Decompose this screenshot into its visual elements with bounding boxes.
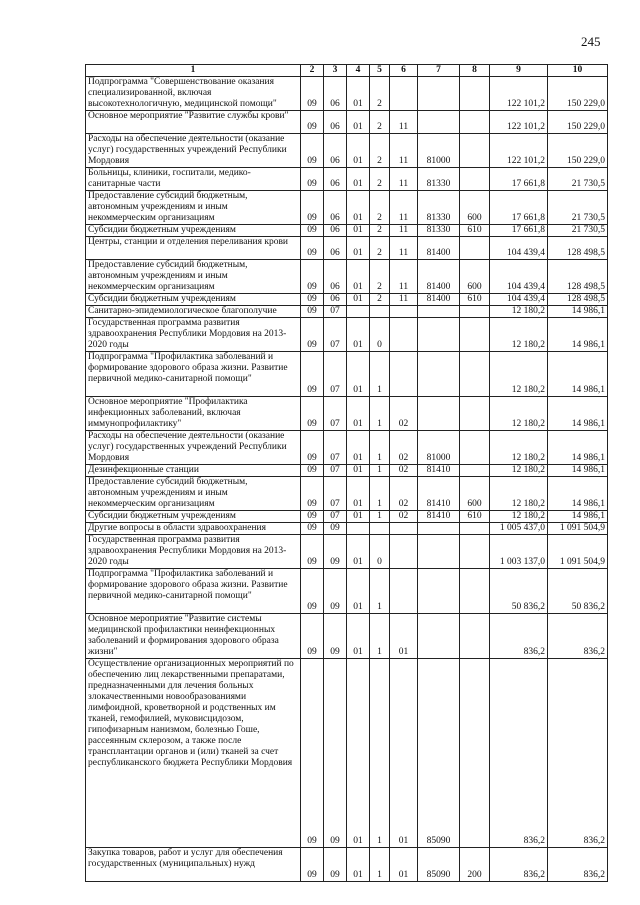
code-expense-type: 600 [460,191,490,225]
code-program: 01 [347,477,370,511]
code-program: 01 [347,659,370,848]
code-subsection: 07 [324,352,347,397]
code-chapter: 09 [301,465,324,477]
table-row [86,77,608,111]
table-row [86,111,608,134]
code-chapter: 09 [301,111,324,134]
row-name: Подпрограмма "Профилактика заболеваний и формирование здорового образа жизни. Развитие первичной медико-санитарной помощи" [86,352,301,397]
table-row [86,191,608,225]
amount-2019: 836,2 [490,614,548,659]
code-subsection: 07 [324,431,347,465]
amount-2020: 836,2 [548,614,608,659]
code-expense-type [460,431,490,465]
code-chapter: 09 [301,260,324,294]
code-program: 01 [347,77,370,111]
code-subprogram: 1 [370,848,390,882]
code-activity: 02 [390,465,418,477]
amount-2020: 14 986,1 [548,397,608,431]
code-activity [390,318,418,352]
row-name: Расходы на обеспечение деятельности (оказание услуг) государственных учреждений Республики Мордовия [86,134,301,168]
table-row [86,237,608,260]
amount-2019: 12 180,2 [490,465,548,477]
code-chapter: 09 [301,614,324,659]
code-program: 01 [347,511,370,523]
code-program [347,523,370,535]
amount-2020: 14 986,1 [548,431,608,465]
code-chapter: 09 [301,431,324,465]
amount-2020: 21 730,5 [548,191,608,225]
code-direction [418,397,460,431]
table-row [86,168,608,191]
code-direction [418,569,460,614]
code-chapter: 09 [301,318,324,352]
code-subprogram: 2 [370,237,390,260]
code-subsection: 06 [324,134,347,168]
column-header: 5 [370,65,390,77]
code-expense-type [460,659,490,848]
code-program [347,306,370,318]
amount-2020: 21 730,5 [548,168,608,191]
code-expense-type: 610 [460,294,490,306]
table-row [86,569,608,614]
table-row [86,294,608,306]
row-name: Закупка товаров, работ и услуг для обеспечения государственных (муниципальных) нужд [86,848,301,882]
code-subsection: 07 [324,511,347,523]
code-activity [390,352,418,397]
code-program: 01 [347,431,370,465]
code-direction [418,111,460,134]
code-program: 01 [347,318,370,352]
code-chapter: 09 [301,397,324,431]
column-header: 1 [86,65,301,77]
amount-2020: 14 986,1 [548,511,608,523]
column-header: 3 [324,65,347,77]
code-subsection: 06 [324,77,347,111]
code-subsection: 06 [324,294,347,306]
row-name: Основное мероприятие "Развитие службы крови" [86,111,301,134]
code-expense-type: 610 [460,511,490,523]
row-name: Дезинфекционные станции [86,465,301,477]
amount-2019: 104 439,4 [490,260,548,294]
code-subprogram: 2 [370,134,390,168]
code-expense-type [460,237,490,260]
code-expense-type [460,77,490,111]
amount-2020: 836,2 [548,659,608,848]
code-subsection: 06 [324,225,347,237]
code-subsection: 09 [324,659,347,848]
code-activity: 11 [390,191,418,225]
amount-2020: 150 229,0 [548,111,608,134]
table-header-row [86,65,608,77]
amount-2020: 14 986,1 [548,318,608,352]
code-expense-type: 600 [460,260,490,294]
table-row [86,535,608,569]
code-subprogram: 2 [370,77,390,111]
code-direction [418,318,460,352]
code-chapter: 09 [301,477,324,511]
code-subsection: 07 [324,477,347,511]
code-subprogram: 2 [370,191,390,225]
code-activity: 11 [390,260,418,294]
code-expense-type [460,465,490,477]
code-direction [418,352,460,397]
code-chapter: 09 [301,848,324,882]
code-activity: 02 [390,511,418,523]
code-subprogram [370,523,390,535]
table-row [86,465,608,477]
code-expense-type [460,134,490,168]
code-expense-type [460,168,490,191]
code-subsection: 09 [324,523,347,535]
code-subsection: 06 [324,168,347,191]
code-chapter: 09 [301,237,324,260]
code-expense-type: 610 [460,225,490,237]
code-subsection: 09 [324,848,347,882]
code-program: 01 [347,465,370,477]
code-chapter: 09 [301,511,324,523]
row-name: Санитарно-эпидемиологическое благополучие [86,306,301,318]
table-row [86,260,608,294]
code-activity: 11 [390,111,418,134]
code-subprogram: 2 [370,225,390,237]
code-activity: 01 [390,614,418,659]
amount-2020: 150 229,0 [548,134,608,168]
amount-2020: 128 498,5 [548,294,608,306]
amount-2019: 12 180,2 [490,477,548,511]
code-program: 01 [347,260,370,294]
code-activity: 11 [390,237,418,260]
code-program: 01 [347,614,370,659]
code-subprogram: 1 [370,352,390,397]
column-header: 10 [548,65,608,77]
code-activity: 01 [390,659,418,848]
code-direction: 81330 [418,168,460,191]
amount-2020: 836,2 [548,848,608,882]
code-expense-type [460,111,490,134]
amount-2019: 12 180,2 [490,397,548,431]
code-subprogram: 2 [370,111,390,134]
code-subsection: 09 [324,535,347,569]
row-name: Осуществление организационных мероприятий по обеспечению лиц лекарственными препаратами, предназначенными для лечения больных злокачественными новообразованиями лимфоидной, кроветворной и родственных им тканей, гемофилией, муковисцидозом, гипофизарным нанизмом, болезнью Гоше, рассеянным склерозом, а также после трансплантации органов и (или) тканей за счет республиканского бюджета Республики Мордовия [86,659,301,848]
code-expense-type: 600 [460,477,490,511]
code-subsection: 09 [324,569,347,614]
code-expense-type [460,397,490,431]
code-direction: 81000 [418,134,460,168]
amount-2019: 17 661,8 [490,168,548,191]
code-chapter: 09 [301,168,324,191]
amount-2020: 128 498,5 [548,237,608,260]
code-direction [418,77,460,111]
amount-2019: 1 003 137,0 [490,535,548,569]
amount-2019: 104 439,4 [490,294,548,306]
amount-2019: 1 005 437,0 [490,523,548,535]
code-chapter: 09 [301,77,324,111]
code-program: 01 [347,397,370,431]
code-chapter: 09 [301,535,324,569]
code-subprogram: 1 [370,659,390,848]
code-subprogram: 1 [370,569,390,614]
table-row [86,225,608,237]
code-subprogram: 1 [370,614,390,659]
amount-2019: 122 101,2 [490,77,548,111]
code-subsection: 07 [324,465,347,477]
row-name: Субсидии бюджетным учреждениям [86,225,301,237]
code-chapter: 09 [301,225,324,237]
code-program: 01 [347,134,370,168]
row-name: Больницы, клиники, госпитали, медико-санитарные части [86,168,301,191]
table-row [86,397,608,431]
row-name: Основное мероприятие "Профилактика инфекционных заболеваний, включая иммунопрофилактику" [86,397,301,431]
page-number: 245 [581,34,601,49]
code-chapter: 09 [301,523,324,535]
code-activity: 11 [390,134,418,168]
code-subsection: 06 [324,111,347,134]
column-header: 2 [301,65,324,77]
code-program: 01 [347,237,370,260]
row-name: Предоставление субсидий бюджетным, автономным учреждениям и иным некоммерческим организациям [86,191,301,225]
code-direction: 81400 [418,260,460,294]
code-expense-type [460,535,490,569]
amount-2019: 122 101,2 [490,111,548,134]
code-activity: 02 [390,397,418,431]
column-header: 4 [347,65,370,77]
code-expense-type [460,318,490,352]
row-name: Субсидии бюджетным учреждениям [86,294,301,306]
code-subprogram: 2 [370,168,390,191]
row-name: Субсидии бюджетным учреждениям [86,511,301,523]
amount-2020: 14 986,1 [548,465,608,477]
code-activity: 11 [390,294,418,306]
code-direction: 81410 [418,465,460,477]
table-row [86,523,608,535]
code-chapter: 09 [301,191,324,225]
code-subsection: 06 [324,191,347,225]
table-body [86,65,608,882]
code-expense-type [460,523,490,535]
code-activity: 02 [390,431,418,465]
code-program: 01 [347,168,370,191]
code-activity: 01 [390,848,418,882]
amount-2020: 150 229,0 [548,77,608,111]
table-row [86,318,608,352]
code-chapter: 09 [301,306,324,318]
code-direction [418,614,460,659]
code-chapter: 09 [301,352,324,397]
code-subprogram: 0 [370,318,390,352]
table-row [86,431,608,465]
code-program: 01 [347,111,370,134]
amount-2020: 1 091 504,9 [548,535,608,569]
column-header: 8 [460,65,490,77]
code-expense-type [460,614,490,659]
column-header: 6 [390,65,418,77]
code-program: 01 [347,294,370,306]
column-header: 9 [490,65,548,77]
amount-2020: 1 091 504,9 [548,523,608,535]
amount-2019: 17 661,8 [490,225,548,237]
code-program: 01 [347,535,370,569]
amount-2020: 21 730,5 [548,225,608,237]
code-subsection: 09 [324,614,347,659]
code-expense-type: 200 [460,848,490,882]
code-subsection: 07 [324,306,347,318]
code-direction: 81000 [418,431,460,465]
table-row [86,511,608,523]
code-program: 01 [347,352,370,397]
amount-2019: 12 180,2 [490,318,548,352]
column-header: 7 [418,65,460,77]
code-activity [390,523,418,535]
row-name: Предоставление субсидий бюджетным, автономным учреждениям и иным некоммерческим организациям [86,477,301,511]
row-name: Центры, станции и отделения переливания крови [86,237,301,260]
code-activity [390,306,418,318]
code-subprogram: 1 [370,511,390,523]
table-row [86,306,608,318]
code-direction: 85090 [418,848,460,882]
code-subsection: 06 [324,260,347,294]
table-row [86,659,608,848]
code-program: 01 [347,569,370,614]
code-expense-type [460,569,490,614]
code-expense-type [460,352,490,397]
code-chapter: 09 [301,659,324,848]
amount-2019: 17 661,8 [490,191,548,225]
code-direction: 81410 [418,511,460,523]
code-activity: 11 [390,225,418,237]
table-row [86,848,608,882]
amount-2019: 836,2 [490,659,548,848]
code-activity [390,569,418,614]
code-subprogram [370,306,390,318]
code-subsection: 06 [324,237,347,260]
row-name: Подпрограмма "Профилактика заболеваний и формирование здорового образа жизни. Развитие первичной медико-санитарной помощи" [86,569,301,614]
amount-2020: 14 986,1 [548,352,608,397]
code-subprogram: 2 [370,294,390,306]
code-chapter: 09 [301,294,324,306]
code-subprogram: 2 [370,260,390,294]
code-chapter: 09 [301,569,324,614]
amount-2019: 836,2 [490,848,548,882]
budget-table [85,64,608,882]
code-activity [390,535,418,569]
code-direction: 81330 [418,225,460,237]
code-direction: 81410 [418,477,460,511]
code-activity [390,77,418,111]
amount-2019: 12 180,2 [490,352,548,397]
amount-2020: 50 836,2 [548,569,608,614]
code-program: 01 [347,225,370,237]
code-expense-type [460,306,490,318]
amount-2020: 14 986,1 [548,306,608,318]
code-subprogram: 0 [370,535,390,569]
row-name: Государственная программа развития здравоохранения Республики Мордовия на 2013-2020 годы [86,535,301,569]
code-program: 01 [347,848,370,882]
code-activity: 02 [390,477,418,511]
code-direction: 81400 [418,294,460,306]
table-row [86,614,608,659]
row-name: Подпрограмма "Совершенствование оказания специализированной, включая высокотехнологичную, медицинской помощи" [86,77,301,111]
code-direction: 81330 [418,191,460,225]
amount-2019: 12 180,2 [490,511,548,523]
amount-2019: 122 101,2 [490,134,548,168]
code-program: 01 [347,191,370,225]
amount-2020: 128 498,5 [548,260,608,294]
code-subsection: 07 [324,318,347,352]
code-subprogram: 1 [370,397,390,431]
table-row [86,477,608,511]
row-name: Предоставление субсидий бюджетным, автономным учреждениям и иным некоммерческим организациям [86,260,301,294]
amount-2019: 12 180,2 [490,306,548,318]
amount-2020: 14 986,1 [548,477,608,511]
code-subprogram: 1 [370,465,390,477]
table-row [86,134,608,168]
code-direction: 81400 [418,237,460,260]
row-name: Государственная программа развития здравоохранения Республики Мордовия на 2013-2020 годы [86,318,301,352]
code-direction [418,306,460,318]
code-activity: 11 [390,168,418,191]
row-name: Расходы на обеспечение деятельности (оказание услуг) государственных учреждений Республики Мордовия [86,431,301,465]
row-name: Другие вопросы в области здравоохранения [86,523,301,535]
code-subprogram: 1 [370,431,390,465]
code-direction [418,535,460,569]
amount-2019: 12 180,2 [490,431,548,465]
code-direction: 85090 [418,659,460,848]
row-name: Основное мероприятие "Развитие системы медицинской профилактики неинфекционных заболеваний и формирования здорового образа жизни" [86,614,301,659]
code-subprogram: 1 [370,477,390,511]
amount-2019: 104 439,4 [490,237,548,260]
code-subsection: 07 [324,397,347,431]
code-chapter: 09 [301,134,324,168]
amount-2019: 50 836,2 [490,569,548,614]
table-row [86,352,608,397]
code-direction [418,523,460,535]
